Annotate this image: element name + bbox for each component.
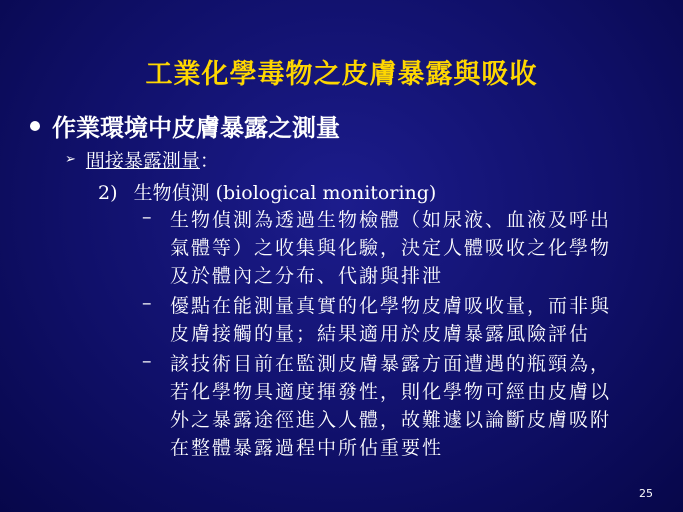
bullet-level3 (98, 178, 436, 205)
page-number: 25 (639, 487, 653, 500)
arrow-bullet-icon: ➢ (65, 152, 76, 167)
bullet-level2-colon: ： (199, 150, 219, 172)
slide-title: 工業化學毒物之皮膚暴露與吸收 (145, 59, 538, 90)
bullet-level3-text: 生物偵測 (biological monitoring) (133, 182, 437, 204)
dash-bullet-icon: – (142, 350, 152, 372)
dash-point-line: 該技術目前在監測皮膚暴露方面遭遇的瓶頸為， (170, 353, 612, 375)
bullet-level1 (30, 108, 340, 143)
dash-point-line: 在整體暴露過程中所佔重要性 (170, 437, 444, 459)
dash-bullet-icon: – (142, 292, 152, 314)
bullet-level2-text: 間接暴露測量 (85, 150, 200, 172)
bullet-level2 (65, 146, 219, 173)
dash-point-line: 生物偵測為透過生物檢體（如尿液、血液及呼出 (170, 209, 612, 231)
dash-point-line: 及於體內之分布、代謝與排泄 (170, 265, 444, 287)
bullet-dot-icon (30, 121, 40, 131)
bullet-level1-text: 作業環境中皮膚暴露之測量 (52, 113, 340, 142)
dash-bullet-icon: – (142, 206, 152, 228)
dash-point-line: 氣體等）之收集與化驗，決定人體吸收之化學物 (170, 237, 612, 259)
dash-point-line: 外之暴露途徑進入人體，故難遽以論斷皮膚吸附 (170, 409, 612, 431)
dash-point-line: 皮膚接觸的量；結果適用於皮膚暴露風險評估 (170, 323, 591, 345)
bullet-level3-number: 2) (98, 182, 118, 204)
dash-point-line: 若化學物具適度揮發性，則化學物可經由皮膚以 (170, 381, 612, 403)
dash-point-line: 優點在能測量真實的化學物皮膚吸收量，而非與 (170, 295, 612, 317)
